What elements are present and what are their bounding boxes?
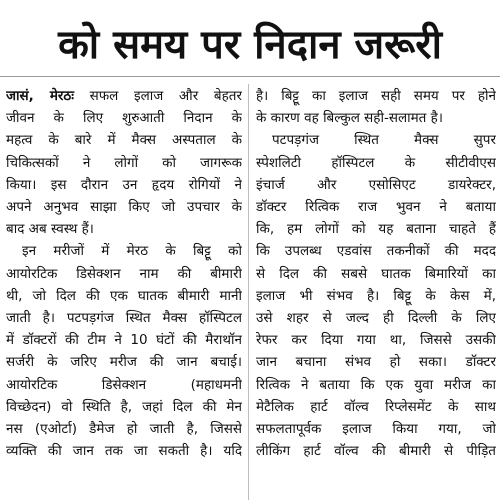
text-line: कि उपलब्ध एडवांस तकनीकों की मदद <box>256 243 496 260</box>
text-line: इलाज भी संभव है। बिट्टू के केस में, <box>256 287 496 304</box>
text-line: व्यक्ति की जान तक जा सकती है। यदि <box>6 443 242 460</box>
text-line: बाद अब स्वस्थ हैं। <box>6 221 94 238</box>
text-line: विच्छेदन) वो स्थिति है, जहां दिल की मेन <box>6 398 242 415</box>
text-line: चिकित्सकों ने लोगों को जागरूक <box>6 154 242 171</box>
text-line: रेफर कर दिया गया था, जिससे उसकी <box>256 332 496 349</box>
text-line: में डॉक्टरों की टीम ने 10 घंटों की मैराथॉन <box>6 332 242 349</box>
text-line: महत्व के बारे में मैक्स अस्पताल के <box>6 132 242 149</box>
text-line: से दिल की सबसे घातक बिमारियों का <box>256 265 496 282</box>
text-line: डॉक्टर रित्विक राज भुवन ने बताया <box>256 199 496 216</box>
text-line: कि, हम लोगों को यह बताना चाहते हैं <box>256 221 496 238</box>
text-line: पटपड़गंज स्थित मैक्स सुपर <box>272 132 496 149</box>
text-line: इंचार्ज और एसोसिएट डायरेक्टर, <box>256 176 496 193</box>
right-column <box>256 85 496 462</box>
text-line: इन मरीजों में मेरठ के बिट्टू को <box>22 243 242 260</box>
text-line: आयोरटिक डिसेक्शन नाम की बीमारी <box>6 265 242 282</box>
text-line: आयोरटिक डिसेक्शन (महाधमनी <box>6 376 242 393</box>
left-column <box>6 85 242 462</box>
paragraph <box>256 129 496 462</box>
text-line: जीवन के लिए शुरुआती निदान के <box>6 110 242 127</box>
text-line: स्पेशलिटी हॉस्पिटल के सीटीवीएस <box>256 154 496 171</box>
paragraph <box>256 85 496 129</box>
text-line: नस (एओर्टा) डैमेज हो जाती है, जिससे <box>6 421 242 438</box>
headline: को समय पर निदान जरूरी <box>58 22 442 68</box>
text-line: किया। इस दौरान उन हृदय रोगियों ने <box>6 176 242 193</box>
text-line: के कारण वह बिल्कुल सही-सलामत है। <box>256 110 443 127</box>
paragraph <box>6 240 242 462</box>
text-line: सफलतापूर्वक इलाज किया गया, जो <box>256 421 496 438</box>
dateline: जासं, मेरठः <box>6 88 74 104</box>
column-divider <box>248 84 249 500</box>
text-line: अपने अनुभव साझा किए जो उपचार के <box>6 199 242 216</box>
text-line <box>6 85 242 107</box>
text-line: उसे शहर से जल्द ही दिल्ली के लिए <box>256 310 496 327</box>
text-line: है। बिट्टू का इलाज सही समय पर होने <box>256 88 496 104</box>
text-line: सर्जरी के जरिए मरीज की जान बचाई। <box>6 354 242 371</box>
text-line: थी, जो दिल की एक घातक बीमारी मानी <box>6 287 242 304</box>
previous-headline-fragment <box>0 0 500 6</box>
headline-rule <box>0 76 500 77</box>
text-line: मेटैलिक हार्ट वॉल्व रिप्लेसमेंट के साथ <box>256 398 496 415</box>
text-line: जान बचाना संभव हो सका। डॉक्टर <box>256 354 496 371</box>
text-line-content: सफल इलाज और बेहतर <box>74 88 242 104</box>
text-line: रित्विक ने बताया कि एक युवा मरीज का <box>256 376 496 393</box>
text-line: जाती है। पटपड़गंज स्थित मैक्स हॉस्पिटल <box>6 310 242 327</box>
paragraph <box>6 85 242 240</box>
text-line: लीकिंग हार्ट वॉल्व की बीमारी से पीड़ित <box>256 443 496 460</box>
